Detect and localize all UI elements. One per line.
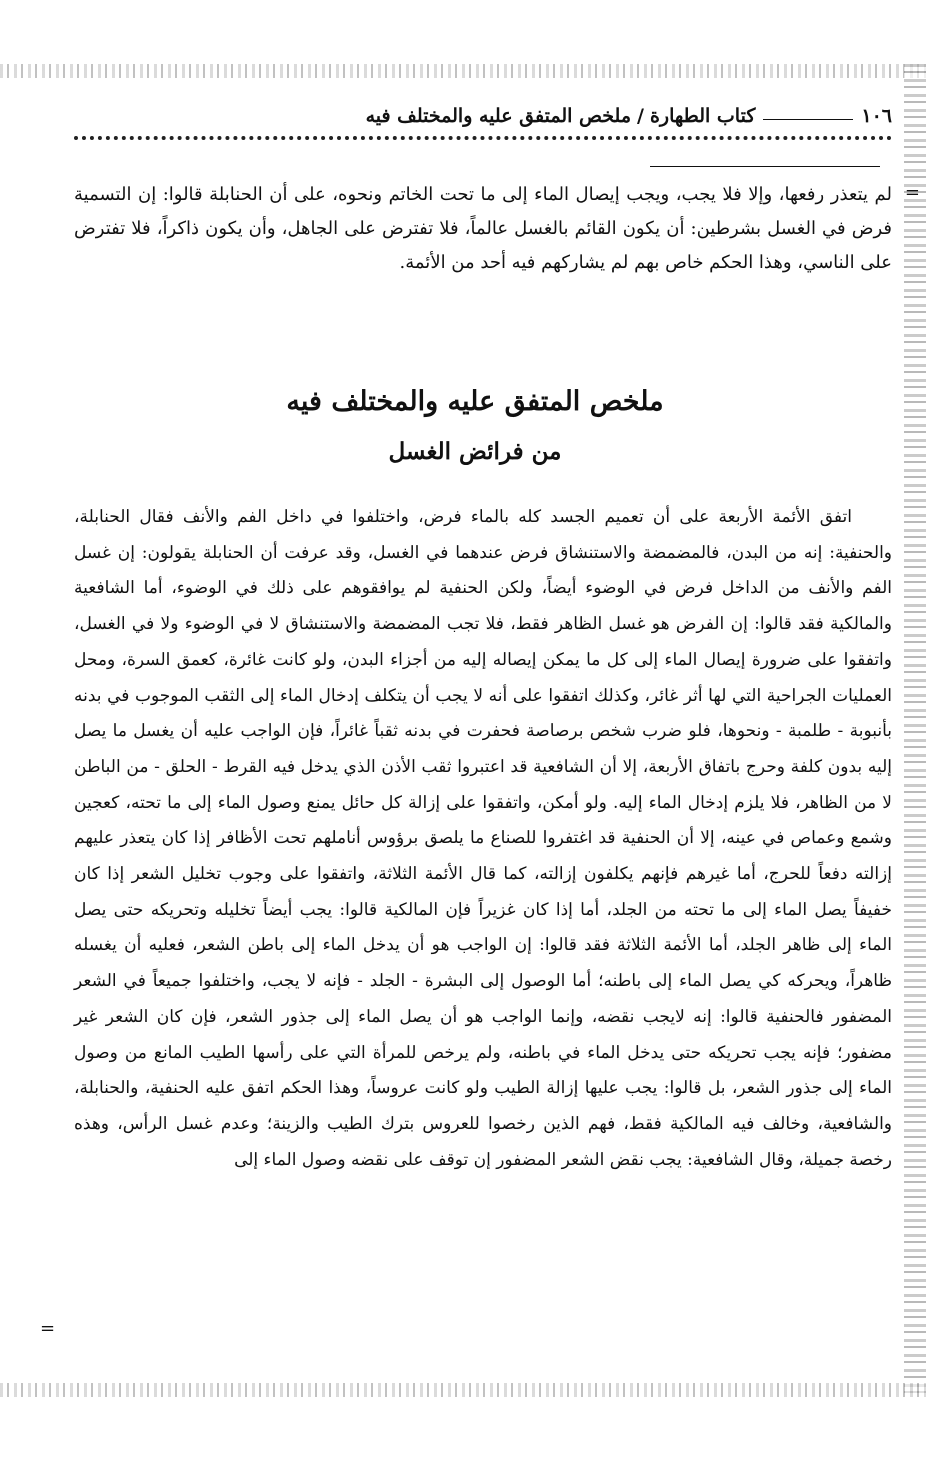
body-paragraph: اتفق الأئمة الأربعة على أن تعميم الجسد كله بالماء فرض، واختلفوا في داخل الفم والأنف فقال الحنابلة، والحنفية: إنه من البدن، فالمضمضة والاستنشاق فرض عندهما في الغسل، وقد عرفت أن الحنابلة يقولون: إن غسل الفم والأنف من الداخل فرض في الوضوء أيضاً، ولكن الحنفية لم يوافقوهم على ذلك في الوضوء، أما الشافعية والمالكية فقد قالوا: إن الفرض هو غسل الظاهر فقط، فلا تجب المضمضة والاستنشاق لا في الوضوء ولا في الغسل، واتفقوا على ضرورة إيصال الماء إلى كل ما يمكن إيصاله إليه من أجزاء البدن، ولو كانت غائرة، كعمق السرة، ومحل العمليات الجراحية التي لها أثر غائر، وكذلك اتفقوا على أنه لا يجب أن يتكلف إدخال الماء إلى الثقب الموجوب في بدنه بأنبوبة - طلمبة - ونحوها، فلو ضرب شخص برصاصة فحفرت في بدنه ثقباً غائراً، فإن الواجب عليه أن يغسل ما يصل إليه بدون كلفة وحرج باتفاق الأربعة، إلا أن الشافعية قد اعتبروا ثقب الأذن الذي يدخل فيه القرط - الحلق - من الباطن لا من الظاهر، فلا يلزم إدخال الماء إليه. ولو أمكن، واتفقوا على إزالة كل حائل يمنع وصول الماء إلى ما تحته، كعجين وشمع وعماص في عينه، إلا أن الحنفية قد اغتفروا للصناع ما يلصق برؤوس أناملهم تحت الأظافر إذا كان يتعذر عليهم إزالته دفعاً للحرج، أما غيرهم فإنهم يكلفون إزالته، كما قال الأئمة الثلاثة، واتفقوا على وجوب تخليل الشعر إذا كان خفيفاً يصل الماء إلى ما تحته من الجلد، أما إذا كان غزيراً فإن المالكية قالوا: يجب أيضاً تخليله وتحريكه حتى يصل الماء إلى ظاهر الجلد، أما الأئمة الثلاثة فقد قالوا: إن الواجب هو أن يدخل الماء إلى باطن الشعر، فعليه أن يغسله ظاهراً، ويحركه كي يصل الماء إلى باطنه؛ أما الوصول إلى البشرة - الجلد - فإنه لا يجب، واختلفوا جميعاً في الشعر المضفور فالحنفية قالوا: إنه لايجب نقضه، وإنما الواجب هو أن يصل الماء إلى جذور الشعر، فإن كان الشعر غير مضفور؛ فإنه يجب تحريكه حتى يدخل الماء في باطنه، ولم يرخص للمرأة التي على رأسها الطيب المانع من وصول الماء إلى جذور الشعر، بل قالوا: يجب عليها إزالة الطيب ولو كانت عروساً، وهذا الحكم اتفق عليه الحنفية، والحنابلة، والشافعية، وخالف فيه المالكية فقط، فهم الذين رخصوا للعروس بترك الطيب والزينة؛ وعدم غسل الرأس، وهذه رخصة جميلة، وقال الشافعية: يجب نقض الشعر المضفور إن توقف على نقضه وصول الماء إلى <box>74 507 892 1170</box>
section-subtitle: من فرائض الغسل <box>388 438 562 465</box>
footnote-continuation-text: لم يتعذر رفعها، وإلا فلا يجب، ويجب إيصال الماء إلى ما تحت الخاتم ونحوه، على أن الحنابلة قالوا: إن التسمية فرض في الغسل بشرطين: أن يكون القائم بالغسل عالماً، فلا تفترض على الجاهل، وأن يكون ذاكراً، فلا تفترض على الناسي، وهذا الحكم خاص بهم لم يشاركهم فيه أحد من الأئمة. <box>74 184 892 273</box>
header-book-title: كتاب الطهارة <box>649 105 756 127</box>
ornamental-border-bottom <box>0 1383 926 1397</box>
header-section-title: ملخص المتفق عليه والمختلف فيه <box>365 105 632 127</box>
ornamental-border-right <box>904 64 926 1397</box>
footnote-rule <box>650 166 880 167</box>
header-rule <box>763 119 853 120</box>
header-dotted-line <box>74 136 892 152</box>
running-header <box>74 96 892 136</box>
ornamental-border-top <box>0 64 926 78</box>
continuation-marker: = <box>904 182 920 203</box>
page-number: ١٠٦ <box>861 105 892 127</box>
section-title: ملخص المتفق عليه والمختلف فيه <box>286 386 664 417</box>
continues-marker: = <box>40 1318 56 1339</box>
header-separator: / <box>637 105 644 127</box>
main-body-text <box>74 500 892 1178</box>
